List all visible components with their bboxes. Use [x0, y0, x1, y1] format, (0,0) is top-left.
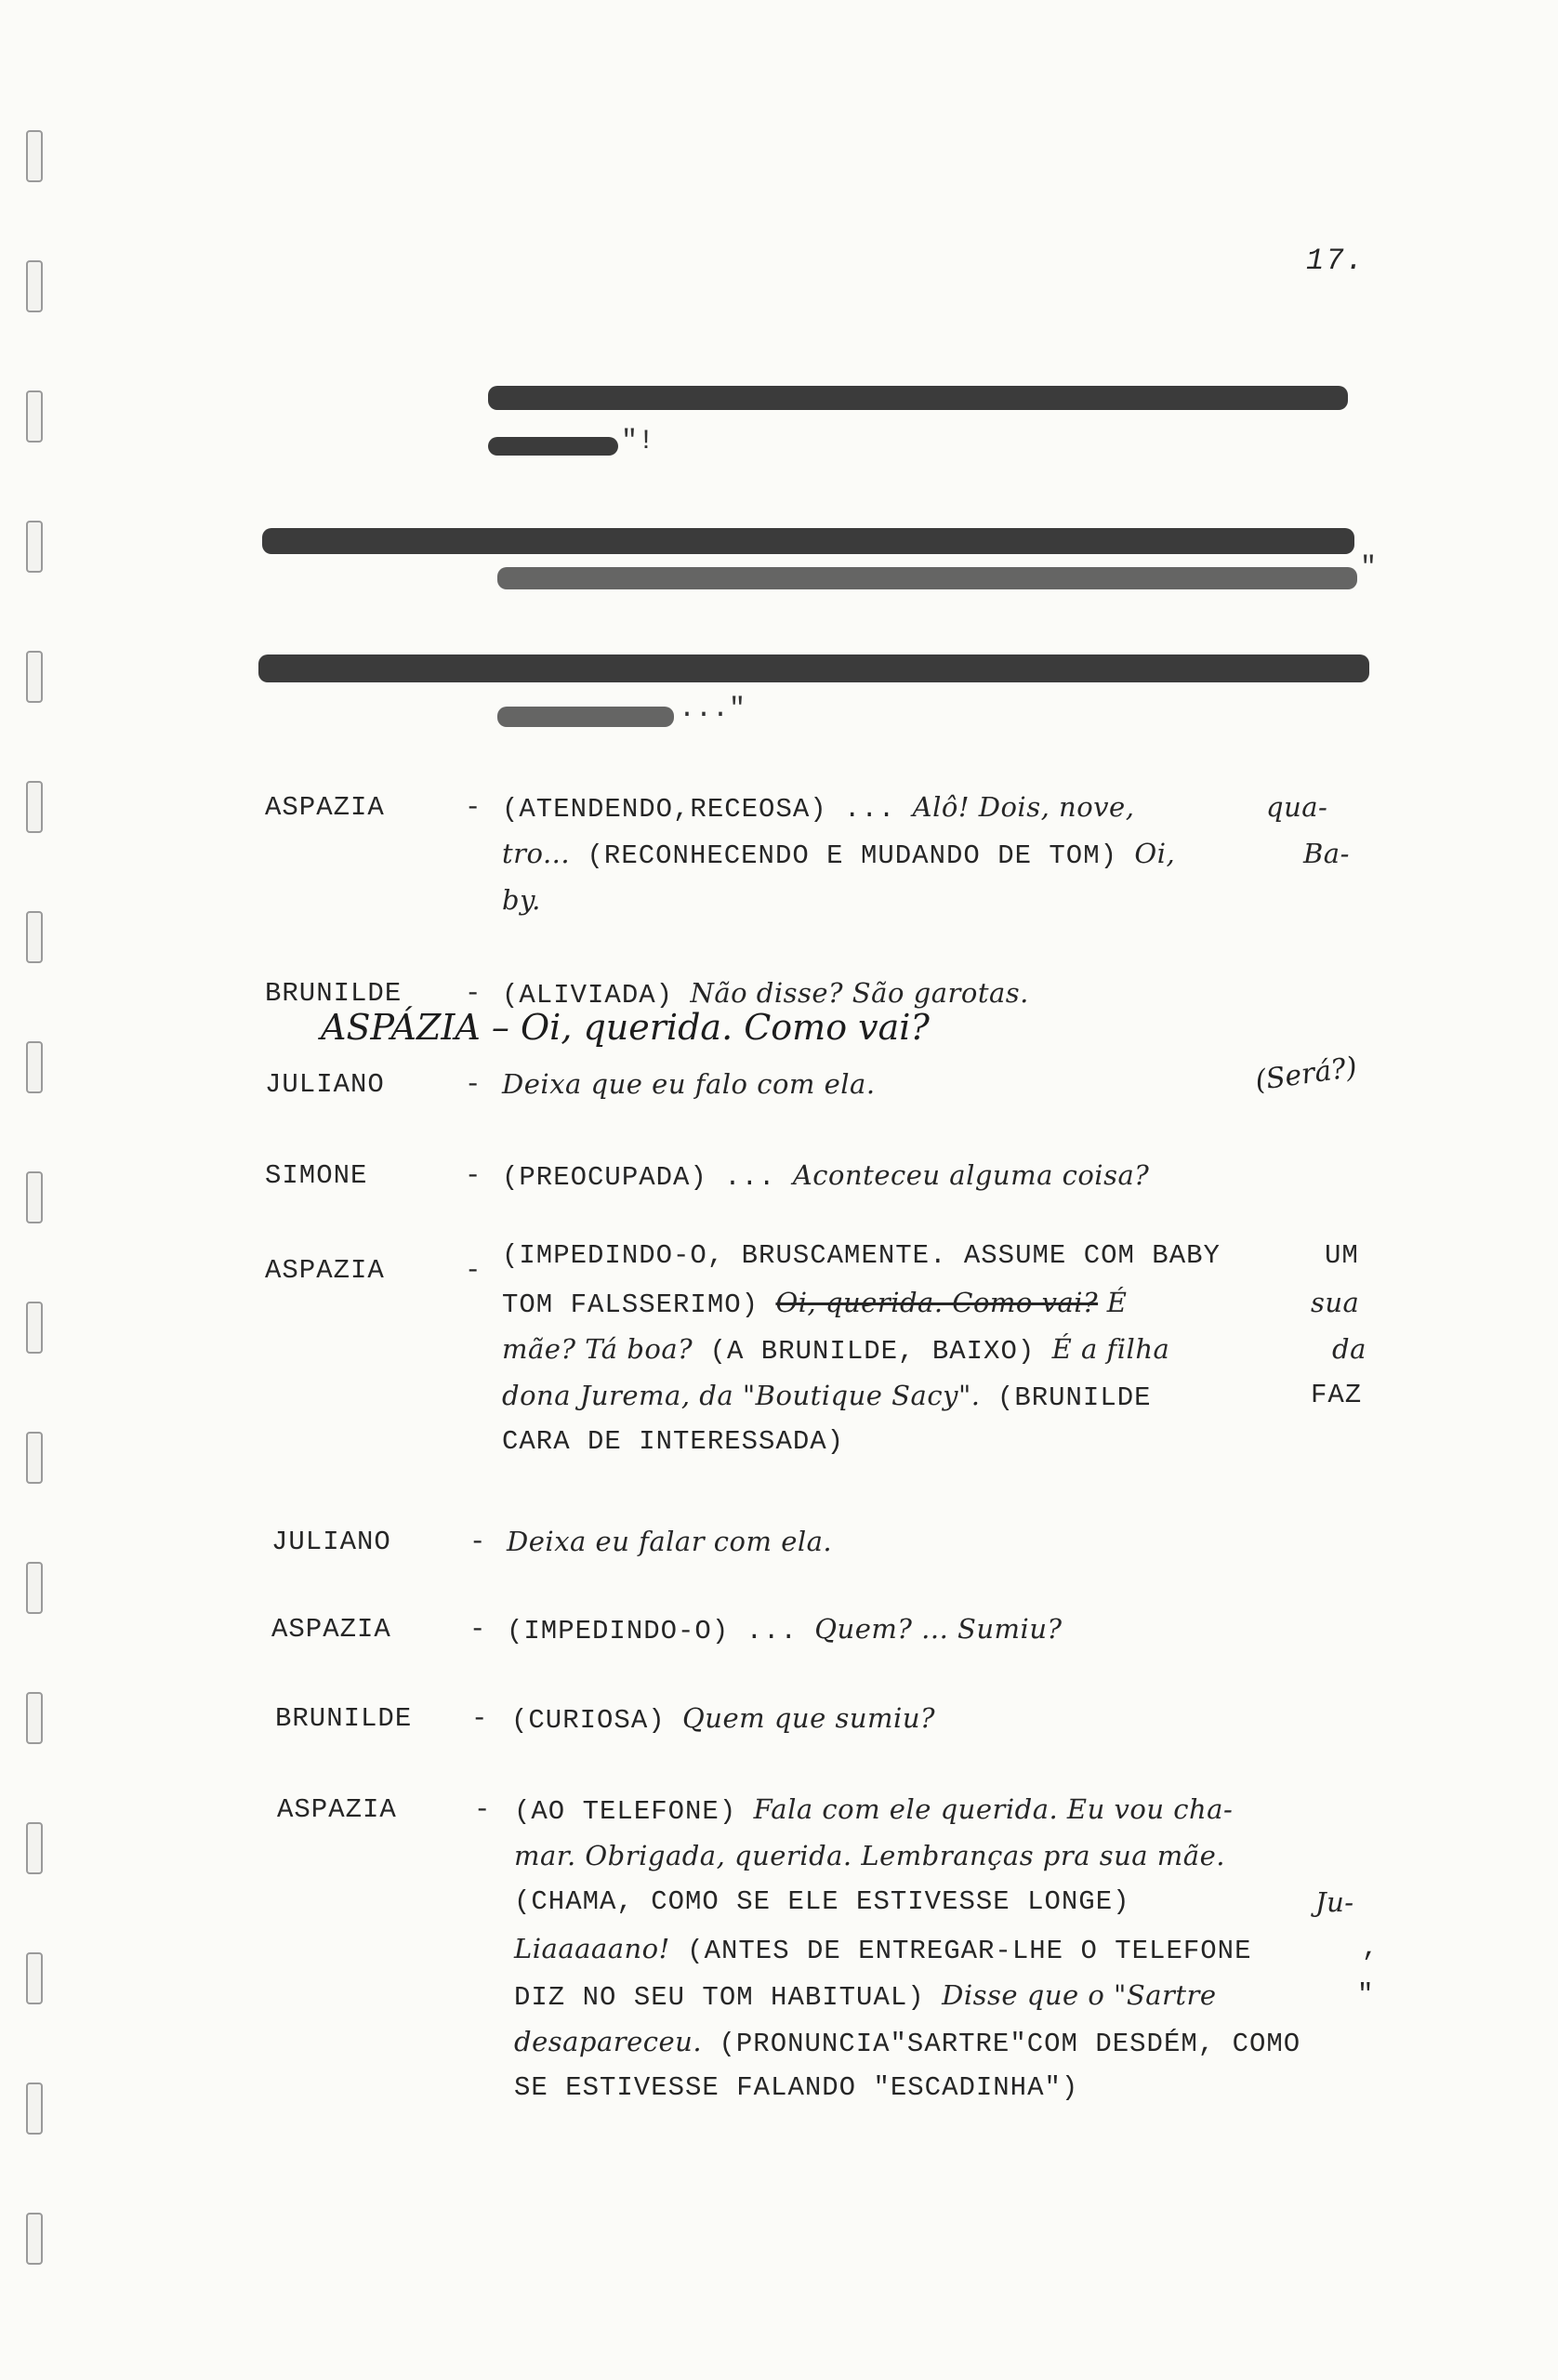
- dialogue-line: Deixa que eu falo com ela.: [502, 1068, 876, 1100]
- speaker-name: ASPAZIA: [265, 1255, 385, 1286]
- binder-hole: [26, 1952, 43, 2004]
- redacted-line-tail: ": [1360, 552, 1378, 584]
- dialogue-line: (AO TELEFONE) Fala com ele querida. Eu vou cha-: [514, 1793, 1234, 1827]
- binder-hole: [26, 1822, 43, 1874]
- speaker-name: JULIANO: [271, 1527, 391, 1557]
- page-number: 17.: [1306, 244, 1366, 278]
- binder-hole: [26, 1302, 43, 1354]
- dialogue-line: desapareceu. (PRONUNCIA"SARTRE"COM DESDÉM, COMO: [514, 2026, 1301, 2059]
- dialogue-dash: -: [465, 1160, 482, 1191]
- redaction-bar: [258, 654, 1369, 682]
- binder-hole: [26, 2213, 43, 2265]
- binder-holes: [26, 112, 54, 2361]
- binder-hole: [26, 2082, 43, 2135]
- binder-hole: [26, 651, 43, 703]
- dialogue-line: DIZ NO SEU TOM HABITUAL) Disse que o "Sartre: [514, 1979, 1217, 2013]
- dialogue-dash: -: [465, 1069, 482, 1100]
- dialogue-line: Ju-: [1315, 1886, 1354, 1918]
- dialogue-line: dona Jurema, da "Boutique Sacy". (BRUNILDE: [502, 1380, 1152, 1413]
- dialogue-dash: -: [465, 792, 482, 823]
- dialogue-line: SE ESTIVESSE FALANDO "ESCADINHA"): [514, 2072, 1079, 2103]
- binder-hole: [26, 781, 43, 833]
- redaction-bar: [497, 707, 674, 727]
- speaker-name: ASPAZIA: [265, 792, 385, 823]
- redaction-bar: [497, 567, 1357, 589]
- binder-hole: [26, 1562, 43, 1614]
- dialogue-line: Ba-: [1303, 838, 1350, 869]
- speaker-name: SIMONE: [265, 1160, 368, 1191]
- dialogue-line: by.: [502, 884, 541, 916]
- dialogue-dash: -: [469, 1614, 486, 1645]
- redacted-line-tail: "!: [621, 426, 655, 457]
- dialogue-dash: -: [465, 1255, 482, 1286]
- dialogue-line: mar. Obrigada, querida. Lembranças pra sua mãe.: [514, 1840, 1225, 1871]
- dialogue-line: ": [1357, 1979, 1375, 2010]
- dialogue-dash: -: [465, 978, 482, 1009]
- margin-note: (Será?): [1253, 1051, 1359, 1098]
- dialogue-line: (ALIVIADA) Não disse? São garotas.: [502, 977, 1029, 1011]
- dialogue-line: TOM FALSSERIMO) Oi, querida. Como vai? É: [502, 1287, 1128, 1320]
- dialogue-line: FAZ: [1311, 1380, 1363, 1410]
- dialogue-line: mãe? Tá boa? (A BRUNILDE, BAIXO) É a filha: [502, 1333, 1170, 1367]
- dialogue-line: (CURIOSA) Quem que sumiu?: [511, 1702, 936, 1736]
- binder-hole: [26, 911, 43, 963]
- handwritten-insert: ASPÁZIA – Oi, querida. Como vai?: [321, 1007, 930, 1048]
- binder-hole: [26, 260, 43, 312]
- binder-hole: [26, 1041, 43, 1093]
- speaker-name: ASPAZIA: [271, 1614, 391, 1645]
- dialogue-line: da: [1332, 1333, 1367, 1365]
- binder-hole: [26, 1432, 43, 1484]
- dialogue-dash: -: [471, 1703, 488, 1734]
- dialogue-line: (ATENDENDO,RECEOSA) ... Alô! Dois, nove,: [502, 791, 1135, 825]
- speaker-name: JULIANO: [265, 1069, 385, 1100]
- speaker-name: BRUNILDE: [265, 978, 403, 1009]
- binder-hole: [26, 390, 43, 443]
- binder-hole: [26, 521, 43, 573]
- binder-hole: [26, 1171, 43, 1223]
- dialogue-line: CARA DE INTERESSADA): [502, 1426, 845, 1457]
- binder-hole: [26, 1692, 43, 1744]
- dialogue-line: ,: [1362, 1933, 1380, 1964]
- dialogue-line: tro... (RECONHECENDO E MUDANDO DE TOM) Oi,: [502, 838, 1176, 871]
- dialogue-line: qua-: [1266, 791, 1328, 823]
- speaker-name: BRUNILDE: [275, 1703, 413, 1734]
- redaction-bar: [262, 528, 1354, 554]
- dialogue-line: UM: [1325, 1240, 1359, 1271]
- binder-hole: [26, 130, 43, 182]
- dialogue-line: Deixa eu falar com ela.: [507, 1526, 833, 1557]
- redaction-bar: [488, 386, 1348, 410]
- dialogue-dash: -: [469, 1527, 486, 1557]
- dialogue-line: (IMPEDINDO-O, BRUSCAMENTE. ASSUME COM BABY: [502, 1240, 1221, 1271]
- redaction-bar: [488, 437, 618, 456]
- speaker-name: ASPAZIA: [277, 1794, 397, 1825]
- dialogue-dash: -: [474, 1794, 491, 1825]
- dialogue-line: (IMPEDINDO-O) ... Quem? ... Sumiu?: [507, 1613, 1063, 1646]
- dialogue-line: (PREOCUPADA) ... Aconteceu alguma coisa?: [502, 1159, 1150, 1193]
- dialogue-line: (CHAMA, COMO SE ELE ESTIVESSE LONGE): [514, 1886, 1130, 1917]
- redacted-line-tail: ...": [679, 694, 746, 725]
- dialogue-line: Liaaaaano! (ANTES DE ENTREGAR-LHE O TELEFONE: [514, 1933, 1252, 1966]
- dialogue-line: sua: [1311, 1287, 1360, 1318]
